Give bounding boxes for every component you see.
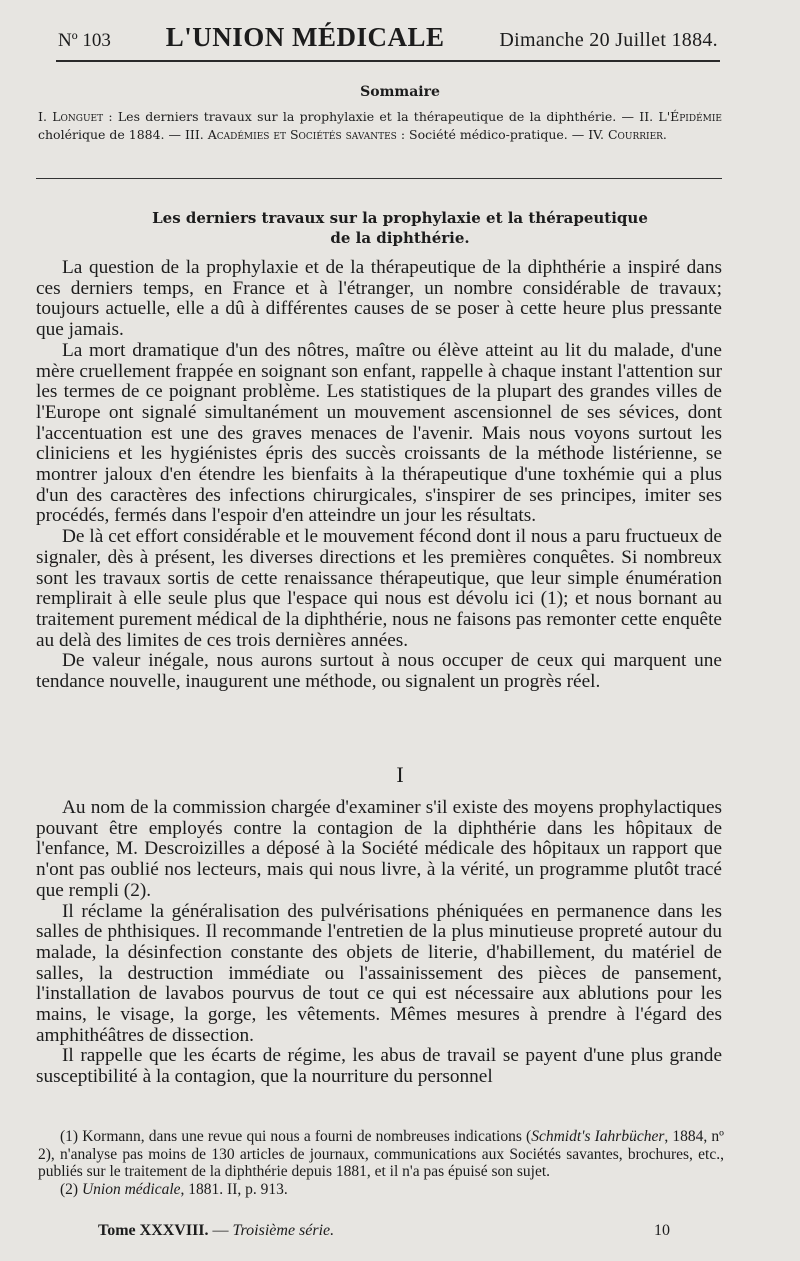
summary-body: [38, 108, 722, 144]
paragraph-3: De là cet effort considérable et le mouvement fécond dont il nous a paru fructueux de signaler, dès à présent, les diverses directions et les premières conquêtes. Si nombreux sont les travaux sortis de cette renaissance thérapeutique, que leur simple énumération remplirait à elle seule plus que l'espace qui nous est dévolu ici (1); et nous bornant au traitement purement médical de la diphthérie, nous ne faisons pas remonter cette enquête au delà des limites de ces trois dernières années.: [36, 526, 722, 651]
summary-rule: [36, 178, 722, 179]
paragraph-4: De valeur inégale, nous aurons surtout à nous occuper de ceux qui marquent une tendance nouvelle, inaugurent une méthode, ou signalent un progrès réel.: [36, 650, 722, 693]
summary-i-author: Longuet: [52, 109, 104, 124]
paragraph-7: Il rappelle que les écarts de régime, les abus de travail se payent d'une plus grande susceptibilité à la contagion, que la nourriture du personnel: [36, 1045, 722, 1088]
summary-i-num: I.: [38, 109, 53, 124]
summary-ii-label: L'Épidémie: [658, 109, 722, 124]
footnote-2: [38, 1181, 724, 1199]
summary-iii-label: Académies et Sociétés savantes: [207, 127, 397, 142]
article-title-line-1: Les derniers travaux sur la prophylaxie et la thérapeutique: [152, 209, 648, 227]
summary-i-text: : Les derniers travaux sur la prophylaxie et la thérapeutique de la diphthérie. — II.: [103, 109, 659, 124]
footnote-1-journal: Schmidt's Iahrbücher: [531, 1128, 665, 1145]
paragraph-6: Il réclame la généralisation des pulvérisations phéniquées en permanence dans les salles de phthisiques. Il recommande l'entretien de la plus minutieuse propreté autour du malade, la désinfection constante des objets de literie, d'habillement, du matériel de salles, la destruction immédiate ou l'assainissement des pièces de pansement, l'installation de lavabos pourvus de tout ce qui est nécessaire aux ablutions pour les mains, le visage, la gorge, les vêtements. Mêmes mesures à prendre à l'égard des amphithéâtres de dissection.: [36, 900, 722, 1046]
header-rule: [56, 60, 720, 62]
journal-title: L'UNION MÉDICALE: [165, 22, 445, 52]
volume-info: [98, 1222, 334, 1240]
paragraph-2: La mort dramatique d'un des nôtres, maître ou élève atteint au lit du malade, d'une mère cruellement frappée en soignant son enfant, rappelle à chaque instant l'attention sur les termes de ce poignant problème. Les statistiques de la plupart des grandes villes de l'Europe ont signalé simultanément un mouvement ascensionnel de ses sévices, dont l'accentuation est une des graves menaces de l'avenir. Mais nous voyons surtout les cliniciens et les hygiénistes épris des succès croissants de la méthode listérienne, se montrer jaloux d'en étendre les bienfaits à la thérapeutique d'une toxhémie qui a plus d'un des caractères des infections chirurgicales, s'inspirer de ses principes, imiter ses procédés, fermés dans l'espoir d'en atteindre un jour les résultats.: [36, 339, 722, 527]
paragraph-5: Au nom de la commission chargée d'examiner s'il existe des moyens prophylactiques pouvant être employés contre la contagion de la diphthérie dans les hôpitaux de l'enfance, M. Descroizilles a déposé à la Société médicale des hôpitaux un rapport que n'ont pas oublié nos lecteurs, mais qui nous livre, à la vérité, un programme plutôt tracé que rempli (2).: [36, 797, 722, 901]
page-footer: [98, 1222, 670, 1240]
article-body-part-2: [36, 798, 722, 1088]
summary-title: Sommaire: [360, 84, 440, 100]
footnote-1-text-a: (1) Kormann, dans une revue qui nous a fourni de nombreuses indications (: [60, 1128, 532, 1145]
section-number: I: [396, 762, 404, 787]
footnote-2-text-a: (2): [60, 1180, 82, 1198]
footnote-2-text-b: , 1881. II, p. 913.: [180, 1180, 288, 1198]
summary-ii-text: cholérique de 1884. — III.: [38, 127, 208, 142]
footnote-1: [38, 1128, 724, 1181]
article-body-part-1: [36, 258, 722, 693]
footnotes: [38, 1128, 724, 1198]
article-title: [80, 208, 720, 248]
paragraph-1: La question de la prophylaxie et de la thérapeutique de la diphthérie a inspiré dans ces derniers temps, en France et à l'étranger, un nombre considérable de travaux; toujours actuelle, elle a dû à différentes causes de se poser à cette heure plus pressante que jamais.: [36, 257, 722, 341]
page-number: 10: [654, 1222, 670, 1239]
summary-iii-text: : Société médico-pratique. — IV.: [396, 127, 608, 142]
volume-dash: —: [208, 1222, 233, 1239]
footnote-2-journal: Union médicale: [81, 1180, 181, 1198]
volume-tome: Tome XXXVIII.: [98, 1222, 209, 1239]
summary-iv-label: Courrier.: [607, 127, 667, 142]
footnote-1-text-b: , 1884, nº 2), n'analyse pas moins de 130 articles de journaux, communications aux Sociétés savantes, brochures, etc., publiés sur le traitement de la diphthérie depuis 1881, et il n'a pas épuisé son sujet.: [38, 1128, 724, 1180]
issue-number: Nº 103: [58, 30, 111, 51]
issue-date: Dimanche 20 Juillet 1884.: [499, 29, 718, 51]
volume-series: Troisième série.: [232, 1222, 335, 1239]
article-title-line-2: de la diphthérie.: [330, 229, 470, 247]
running-header: [58, 22, 718, 58]
